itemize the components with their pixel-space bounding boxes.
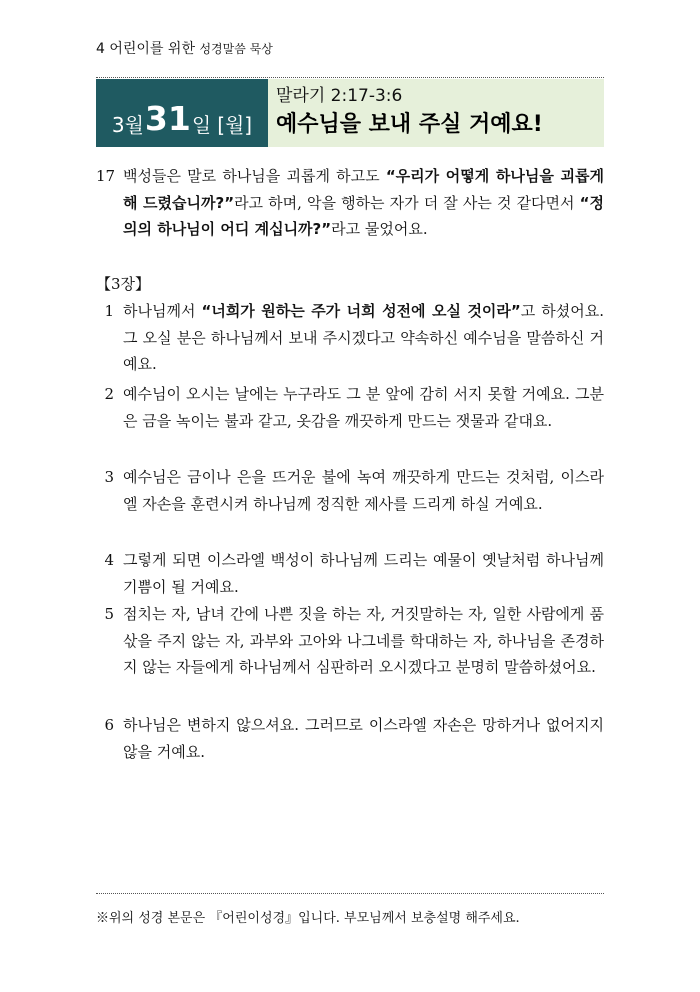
date-block — [96, 79, 268, 147]
quoted-speech: “우리가 어떻게 하나님을 괴롭게 해 드렸습니까?” — [123, 167, 604, 212]
verse-segment: 고 하셨어요. 그 오실 분은 하나님께서 보내 주시겠다고 약속하신 예수님을 말씀하신 거예요. — [123, 302, 605, 373]
book-title: 어린이를 위한 — [109, 41, 195, 57]
verse-block — [96, 298, 604, 378]
verse-block — [96, 464, 604, 517]
title-panel — [268, 79, 604, 147]
verse-text — [96, 601, 604, 681]
verse-text — [96, 547, 604, 600]
bottom-divider — [96, 893, 604, 894]
verse-segment: 라고 하며, 악을 행하는 자가 더 잘 사는 것 같다면서 — [234, 193, 580, 212]
chapter-label: 【3장】 — [96, 275, 151, 293]
verse-number: 4 — [104, 551, 114, 569]
verse-number: 6 — [104, 716, 114, 734]
verse-number: 17 — [96, 167, 116, 185]
devotion-title: 예수님을 보내 주실 거예요! — [276, 112, 543, 137]
date-number: 31 — [144, 99, 191, 138]
verse-block — [96, 547, 604, 600]
verse-block — [96, 381, 604, 434]
verse-text — [96, 381, 604, 434]
verse-block — [96, 163, 604, 243]
running-header — [96, 38, 273, 58]
verse-segment: 라고 물었어요. — [331, 220, 428, 238]
top-divider — [96, 77, 604, 78]
book-subtitle: 성경말씀 묵상 — [199, 42, 273, 56]
verse-block — [96, 601, 604, 681]
verse-text — [96, 712, 604, 765]
verse-number: 2 — [104, 385, 114, 403]
verse-number: 5 — [104, 605, 114, 623]
verse-segment: 예수님은 금이나 은을 뜨거운 불에 녹여 깨끗하게 만드는 것처럼, 이스라엘 자손을 훈련시켜 하나님께 정직한 제사를 드리게 하실 거예요. — [123, 468, 604, 513]
verse-number: 3 — [104, 468, 114, 486]
weekday-label: [월] — [217, 113, 253, 137]
quoted-speech: “정의의 하나님이 어디 계십니까?” — [123, 193, 604, 238]
verse-text — [96, 298, 604, 378]
verse-segment: 점치는 자, 남녀 간에 나쁜 짓을 하는 자, 거짓말하는 자, 일한 사람에게 품삯을 주지 않는 자, 과부와 고아와 나그네를 학대하는 자, 하나님을 존경하지 않는 자들에게 하나님께서 심판하러 오시겠다고 분명히 말씀하셨어요. — [123, 605, 604, 676]
devotion-title-box — [96, 79, 604, 147]
footnote: ※위의 성경 본문은 『어린이성경』입니다. 부모님께서 보충설명 해주세요. — [96, 911, 520, 926]
verse-segment: 하나님께서 — [123, 302, 202, 320]
verse-segment: 예수님이 오시는 날에는 누구라도 그 분 앞에 감히 서지 못할 거예요. 그분은 금을 녹이는 불과 같고, 옷감을 깨끗하게 만드는 잿물과 같대요. — [123, 385, 604, 430]
scripture-reference: 말라기 2:17-3:6 — [276, 86, 403, 106]
verse-number: 1 — [104, 302, 114, 320]
verse-segment: 그렇게 되면 이스라엘 백성이 하나님께 드리는 예물이 옛날처럼 하나님께 기쁨이 될 거예요. — [123, 551, 604, 596]
verse-text — [96, 163, 604, 243]
verse-segment: 백성들은 말로 하나님을 괴롭게 하고도 — [123, 167, 386, 185]
quoted-speech: “너희가 원하는 주가 너희 성전에 오실 것이라” — [201, 302, 521, 320]
month-label: 3월 — [111, 113, 144, 137]
verse-block — [96, 712, 604, 765]
day-unit: 일 — [191, 113, 212, 137]
verse-segment: 하나님은 변하지 않으셔요. 그러므로 이스라엘 자손은 망하거나 없어지지 않을 거예요. — [123, 716, 604, 761]
page-number: 4 — [96, 41, 105, 57]
verse-text — [96, 464, 604, 517]
